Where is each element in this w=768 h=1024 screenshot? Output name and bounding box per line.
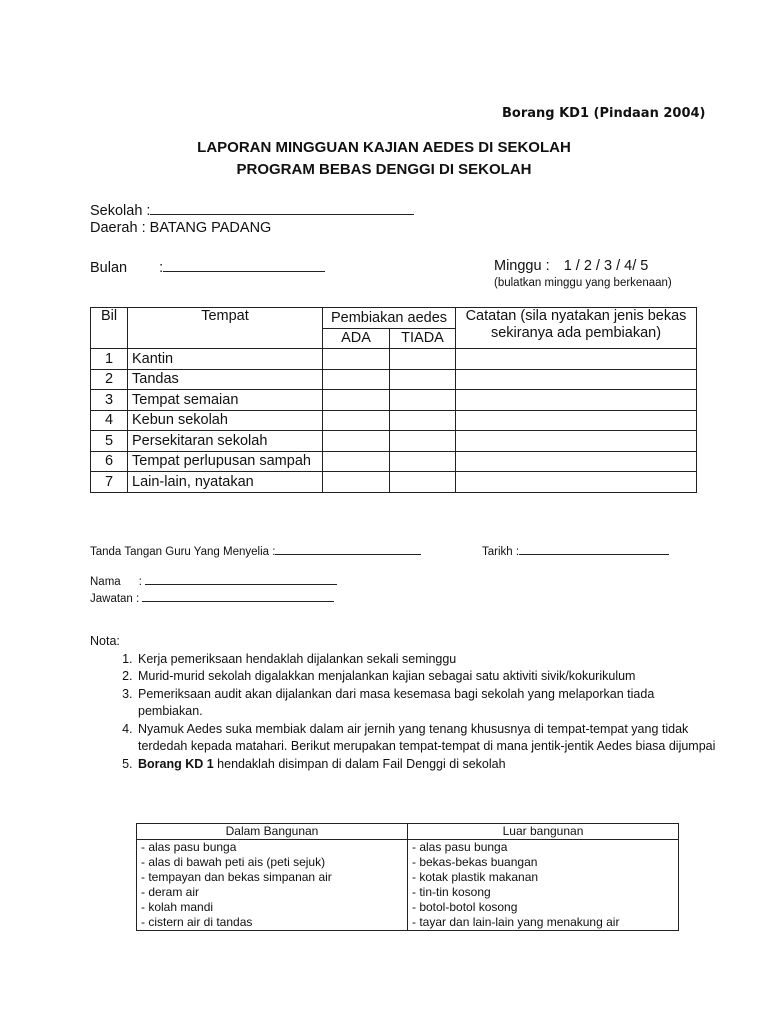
tiada-cell[interactable] — [390, 369, 456, 390]
list-item: - tin-tin kosong — [412, 885, 491, 899]
sekolah-line[interactable] — [150, 201, 414, 215]
row-number: 2 — [91, 369, 128, 390]
tiada-cell[interactable] — [390, 349, 456, 370]
luar-header: Luar bangunan — [408, 824, 679, 840]
note-item — [136, 756, 720, 774]
row-number: 6 — [91, 451, 128, 472]
catatan-cell[interactable] — [456, 472, 697, 493]
header-catatan-line1: Catatan (sila nyatakan jenis bekas — [465, 308, 687, 324]
form-code: Borang KD1 (Pindaan 2004) — [502, 106, 706, 121]
list-item: - tayar dan lain-lain yang menakung air — [412, 915, 620, 929]
tarikh-label: Tarikh : — [482, 546, 520, 558]
catatan-cell[interactable] — [456, 451, 697, 472]
bulan-field[interactable] — [90, 258, 325, 276]
note-text: Murid-murid sekolah digalakkan menjalankan kajian sebagai satu aktiviti sivik/kokurikulum — [138, 669, 636, 683]
minggu-note: (bulatkan minggu yang berkenaan) — [494, 277, 672, 289]
catatan-cell[interactable] — [456, 410, 697, 431]
row-place: Tempat perlupusan sampah — [128, 451, 323, 472]
row-number: 7 — [91, 472, 128, 493]
note-text: Pemeriksaan audit akan dijalankan dari masa kesemasa bagi sekolah yang melaporkan tiada pembiakan. — [138, 686, 655, 718]
daerah-field — [90, 220, 271, 236]
luar-list — [408, 840, 679, 931]
page-subtitle: PROGRAM BEBAS DENGGI DI SEKOLAH — [236, 161, 532, 178]
ada-cell[interactable] — [323, 451, 390, 472]
note-item — [136, 668, 720, 686]
table-row — [91, 431, 697, 452]
tiada-cell[interactable] — [390, 472, 456, 493]
minggu-options[interactable]: 1 / 2 / 3 / 4/ 5 — [563, 258, 649, 274]
table-row — [91, 410, 697, 431]
nama-line[interactable] — [145, 573, 337, 585]
notes-heading: Nota: — [90, 634, 120, 648]
row-place: Tandas — [128, 369, 323, 390]
row-number: 3 — [91, 390, 128, 411]
row-number: 1 — [91, 349, 128, 370]
header-tiada: TIADA — [390, 328, 456, 349]
ada-cell[interactable] — [323, 369, 390, 390]
list-item: - botol-botol kosong — [412, 900, 518, 914]
ada-cell[interactable] — [323, 349, 390, 370]
nama-label: Nama — [90, 576, 121, 588]
dalam-list — [137, 840, 408, 931]
ada-cell[interactable] — [323, 472, 390, 493]
row-number: 4 — [91, 410, 128, 431]
list-item: - alas pasu bunga — [412, 840, 508, 854]
table-row — [91, 369, 697, 390]
bulan-line[interactable] — [163, 258, 325, 272]
notes-section — [90, 633, 720, 773]
table-row — [91, 349, 697, 370]
page-title: LAPORAN MINGGUAN KAJIAN AEDES DI SEKOLAH — [197, 139, 571, 156]
tiada-cell[interactable] — [390, 410, 456, 431]
catatan-cell[interactable] — [456, 369, 697, 390]
note-item — [136, 721, 720, 756]
tarikh-field[interactable] — [482, 543, 669, 558]
table-row — [91, 390, 697, 411]
row-place: Lain-lain, nyatakan — [128, 472, 323, 493]
ada-cell[interactable] — [323, 410, 390, 431]
list-item: - deram air — [141, 885, 200, 899]
note-item — [136, 651, 720, 669]
note-text: Kerja pemeriksaan hendaklah dijalankan sekali seminggu — [138, 651, 457, 666]
catatan-cell[interactable] — [456, 431, 697, 452]
note-text: Nyamuk Aedes suka membiak dalam air jernih yang tenang khususnya di tempat-tempat yang tidak terdedah kepada matahari. Berikut merupakan tempat-tempat di mana jentik-jentik Aedes biasa dijumpai — [138, 721, 716, 753]
list-item: - alas pasu bunga — [141, 840, 237, 854]
header-tempat: Tempat — [128, 308, 323, 349]
list-item: - alas di bawah peti ais (peti sejuk) — [141, 855, 326, 869]
catatan-cell[interactable] — [456, 349, 697, 370]
inspection-table — [90, 307, 697, 493]
tarikh-line[interactable] — [519, 543, 669, 555]
list-item: - cistern air di tandas — [141, 915, 253, 929]
tiada-cell[interactable] — [390, 390, 456, 411]
row-place: Kebun sekolah — [128, 410, 323, 431]
jawatan-label: Jawatan : — [90, 593, 140, 605]
sekolah-field[interactable] — [90, 201, 414, 219]
sekolah-label: Sekolah : — [90, 203, 151, 219]
nama-colon: : — [138, 576, 142, 588]
tiada-cell[interactable] — [390, 451, 456, 472]
catatan-cell[interactable] — [456, 390, 697, 411]
note-text: hendaklah disimpan di dalam Fail Denggi di sekolah — [213, 756, 506, 771]
ada-cell[interactable] — [323, 390, 390, 411]
list-item: - tempayan dan bekas simpanan air — [141, 870, 332, 884]
header-ada: ADA — [323, 328, 390, 349]
jawatan-field[interactable] — [90, 590, 334, 605]
header-bil: Bil — [91, 308, 128, 349]
nama-field[interactable] — [90, 573, 337, 588]
row-place: Kantin — [128, 349, 323, 370]
bulan-colon: : — [159, 260, 164, 276]
row-place: Tempat semaian — [128, 390, 323, 411]
daerah-label: Daerah : — [90, 220, 146, 236]
bulan-label: Bulan — [90, 260, 128, 276]
signature-field[interactable] — [90, 543, 421, 558]
signature-label: Tanda Tangan Guru Yang Menyelia : — [90, 546, 276, 558]
daerah-value: BATANG PADANG — [149, 220, 272, 236]
tiada-cell[interactable] — [390, 431, 456, 452]
breeding-locations-table — [136, 823, 679, 931]
row-place: Persekitaran sekolah — [128, 431, 323, 452]
list-item: - bekas-bekas buangan — [412, 855, 538, 869]
header-pembiakan: Pembiakan aedes — [323, 308, 456, 329]
list-item: - kolah mandi — [141, 900, 214, 914]
list-item: - kotak plastik makanan — [412, 870, 539, 884]
table-row — [91, 451, 697, 472]
header-catatan — [456, 308, 697, 349]
minggu-label: Minggu : — [494, 258, 550, 274]
table-row — [91, 472, 697, 493]
minggu-field[interactable] — [494, 258, 648, 274]
note-item — [136, 686, 720, 721]
signature-line[interactable] — [275, 543, 421, 555]
note-bold: Borang KD 1 — [138, 756, 214, 771]
dalam-header: Dalam Bangunan — [137, 824, 408, 840]
header-catatan-line2: sekiranya ada pembiakan) — [490, 325, 662, 341]
row-number: 5 — [91, 431, 128, 452]
jawatan-line[interactable] — [142, 590, 334, 602]
ada-cell[interactable] — [323, 431, 390, 452]
